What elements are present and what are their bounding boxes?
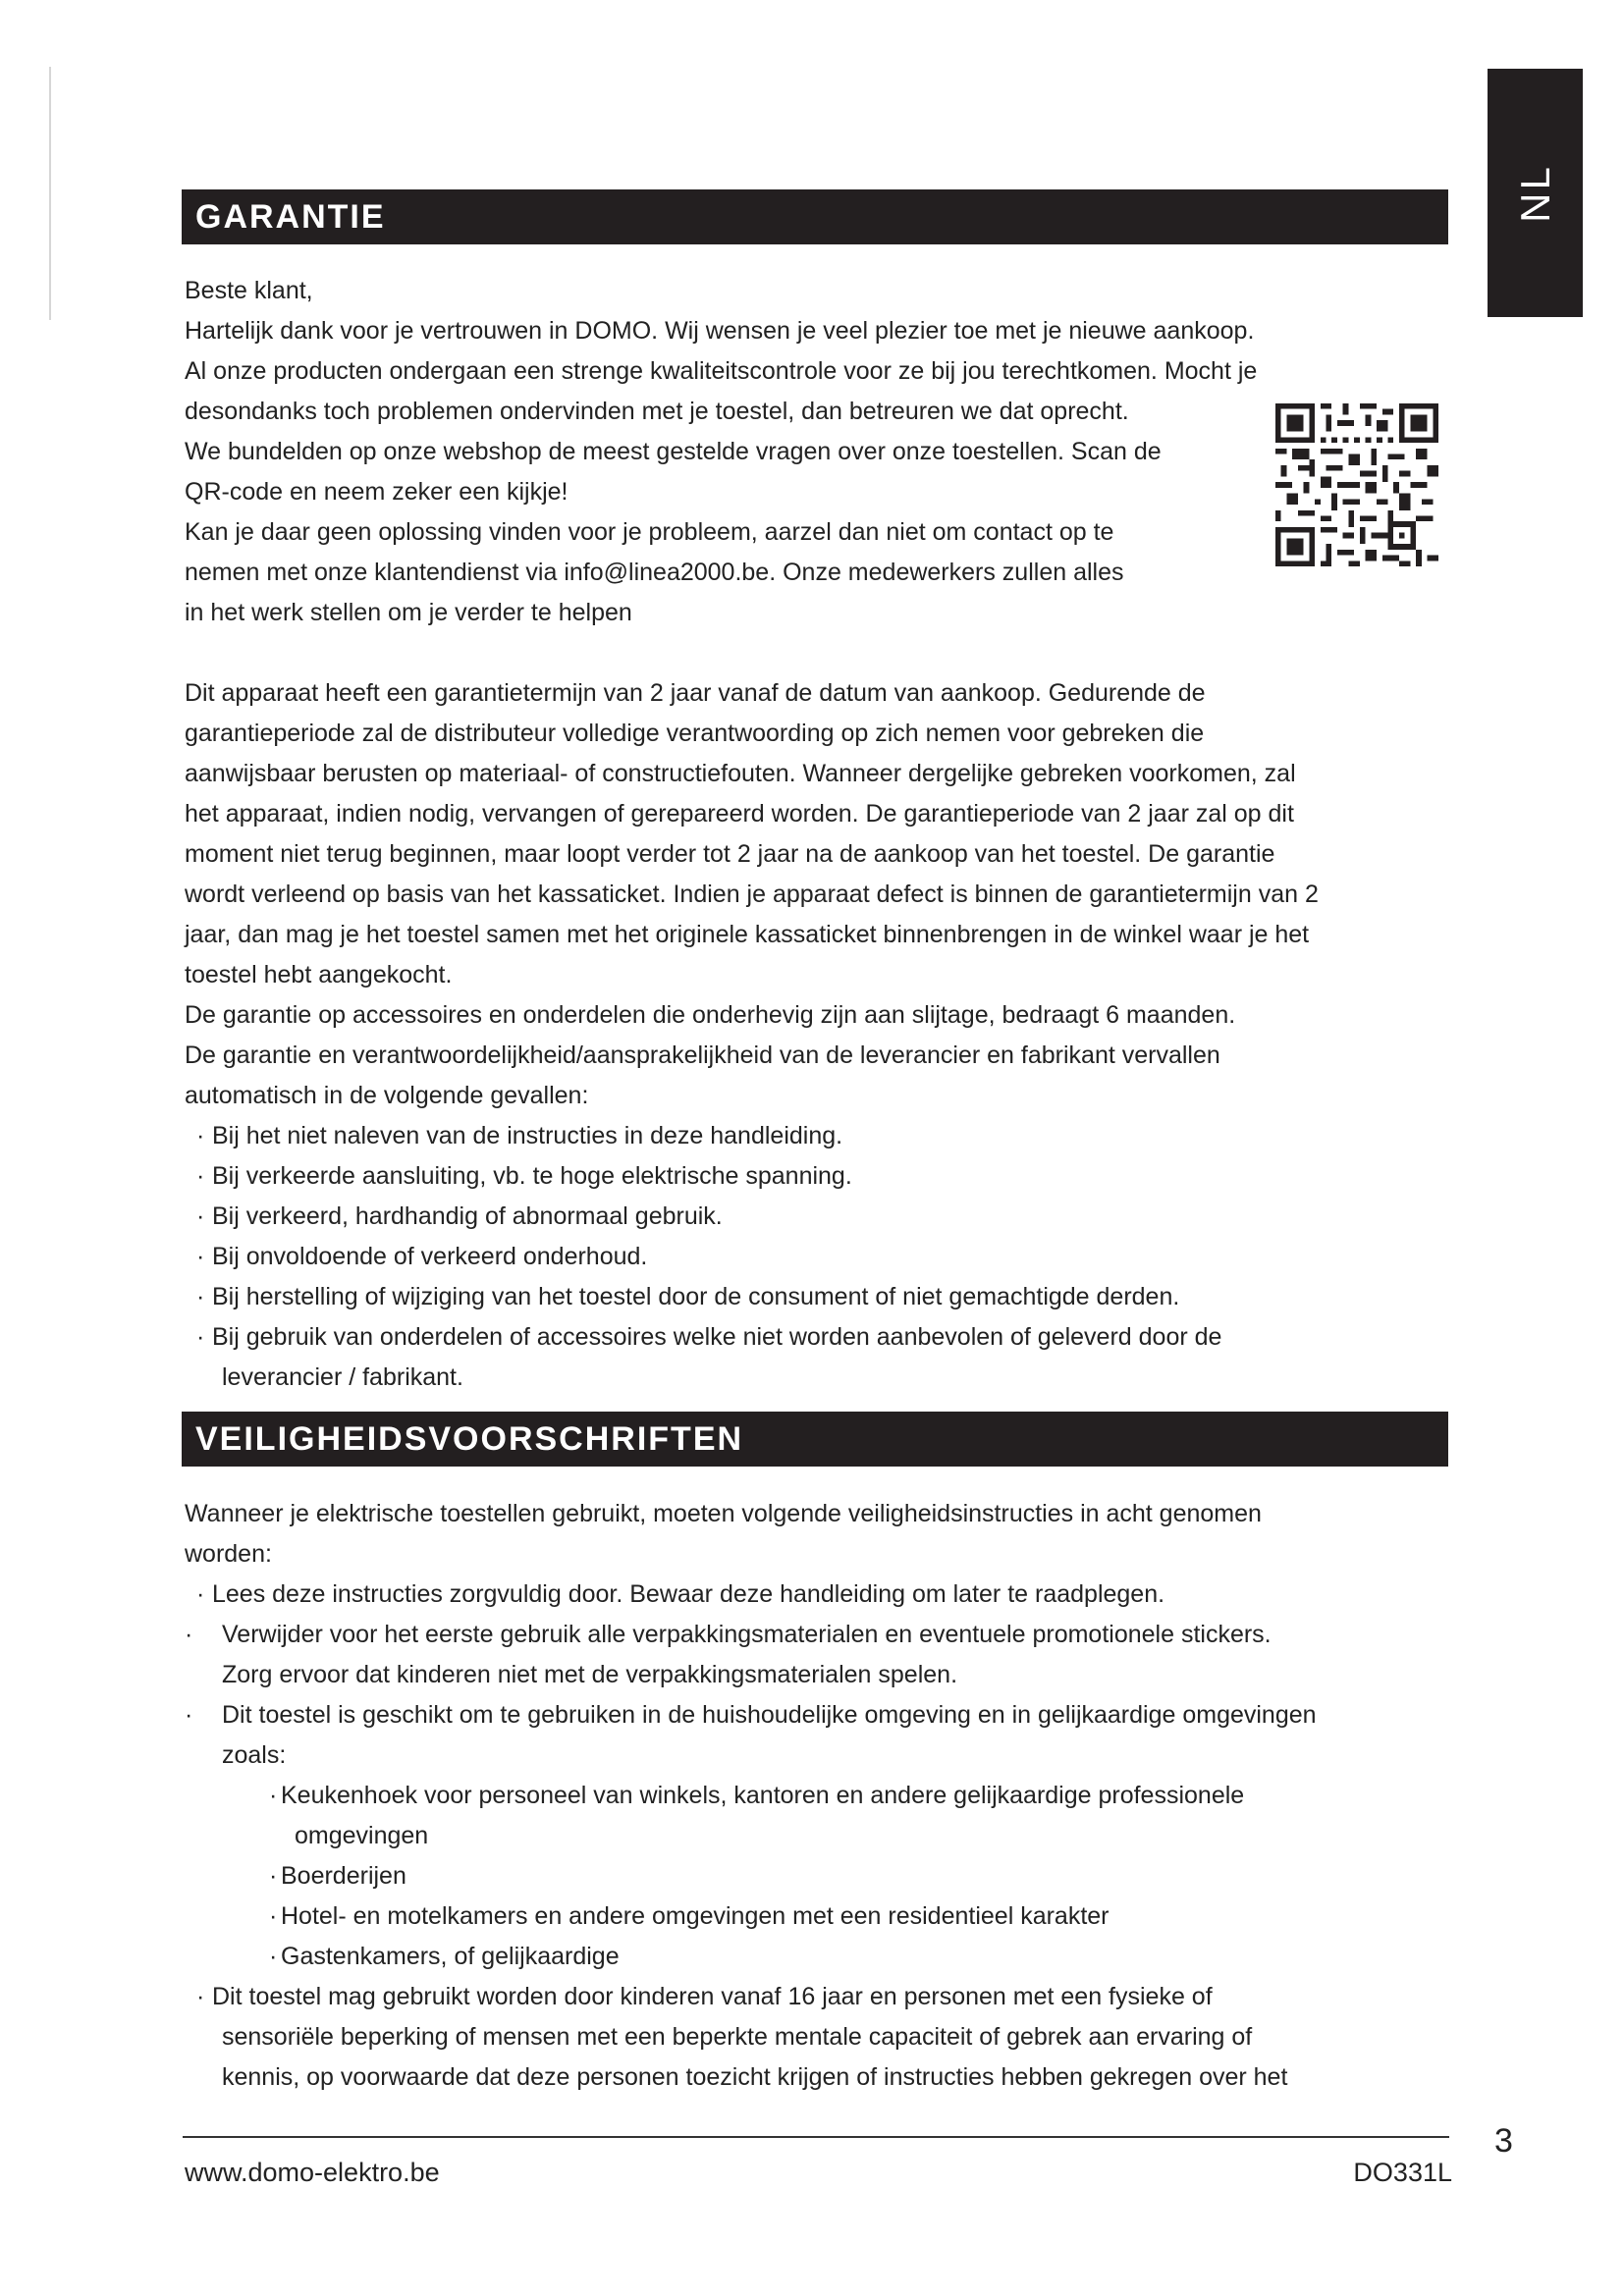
footer-model-number: DO331L [1353, 2158, 1452, 2187]
safety-subitem-continuation: omgevingen [295, 1822, 429, 1849]
safety-intro-line: Wanneer je elektrische toestellen gebruikt, moeten volgende veiligheidsinstructies in acht genomen [185, 1500, 1262, 1527]
language-tab-label: NL [1511, 163, 1558, 223]
safety-item-continuation: sensoriële beperking of mensen met een beperkte mentale capaciteit of gebrek aan ervaring of [222, 2023, 1253, 2051]
footer-website: www.domo-elektro.be [185, 2158, 440, 2187]
exclusion-item: · Bij herstelling of wijziging van het toestel door de consument of niet gemachtigde derden. [185, 1277, 1451, 1317]
safety-subitem: · Gastenkamers, of gelijkaardige [185, 1937, 1451, 1977]
safety-item: · Verwijder voor het eerste gebruik alle verpakkingsmaterialen en eventuele promotionele stickers. [185, 1615, 1451, 1655]
body-line: het apparaat, indien nodig, vervangen of gerepareerd worden. De garantieperiode van 2 jaar zal op dit [185, 800, 1294, 828]
safety-subitem: · Boerderijen [185, 1856, 1451, 1896]
intro-line: Beste klant, [185, 277, 313, 304]
garantie-intro [185, 271, 1451, 633]
body-line: garantieperiode zal de distributeur volledige verantwoording op zich nemen voor gebreken die [185, 720, 1205, 747]
exclusion-item: · Bij onvoldoende of verkeerd onderhoud. [185, 1237, 1451, 1277]
safety-item: · Dit toestel is geschikt om te gebruiken in de huishoudelijke omgeving en in gelijkaardige omgevingen [185, 1695, 1451, 1735]
intro-line: Hartelijk dank voor je vertrouwen in DOMO. Wij wensen je veel plezier toe met je nieuwe aankoop. [185, 317, 1255, 345]
veiligheid-body [185, 1494, 1451, 2098]
safety-intro-line: worden: [185, 1540, 272, 1568]
body-line: wordt verleend op basis van het kassaticket. Indien je apparaat defect is binnen de garantietermijn van 2 [185, 881, 1319, 908]
safety-item-continuation: kennis, op voorwaarde dat deze personen toezicht krijgen of instructies hebben gekregen over het [222, 2063, 1288, 2091]
page-number: 3 [1494, 2122, 1513, 2160]
garantie-title: GARANTIE [195, 198, 386, 236]
garantie-body [185, 673, 1451, 1398]
body-line: De garantie en verantwoordelijkheid/aansprakelijkheid van de leverancier en fabrikant vervallen [185, 1041, 1220, 1069]
body-line: toestel hebt aangekocht. [185, 961, 453, 988]
footer-divider [183, 2136, 1449, 2138]
exclusion-item-continuation: leverancier / fabrikant. [222, 1363, 463, 1391]
garantie-header [182, 189, 1448, 244]
language-tab [1488, 69, 1583, 317]
safety-item-continuation: zoals: [222, 1741, 287, 1769]
body-line: automatisch in de volgende gevallen: [185, 1082, 589, 1109]
intro-line: in het werk stellen om je verder te helpen [185, 599, 632, 626]
margin-rule [49, 67, 51, 320]
safety-subitem: · Hotel- en motelkamers en andere omgevingen met een residentieel karakter [185, 1896, 1451, 1937]
safety-subitem: · Keukenhoek voor personeel van winkels, kantoren en andere gelijkaardige professionele [185, 1776, 1451, 1816]
intro-line: nemen met onze klantendienst via info@linea2000.be. Onze medewerkers zullen alles [185, 559, 1124, 586]
exclusion-item: · Bij het niet naleven van de instructies in deze handleiding. [185, 1116, 1451, 1156]
safety-item-continuation: Zorg ervoor dat kinderen niet met de verpakkingsmaterialen spelen. [222, 1661, 958, 1688]
body-line: jaar, dan mag je het toestel samen met het originele kassaticket binnenbrengen in de winkel waar je het [185, 921, 1310, 948]
intro-line: desondanks toch problemen ondervinden met je toestel, dan betreuren we dat oprecht. [185, 398, 1129, 425]
safety-item: · Lees deze instructies zorgvuldig door. Bewaar deze handleiding om later te raadplegen. [185, 1575, 1451, 1615]
veiligheid-title: VEILIGHEIDSVOORSCHRIFTEN [195, 1420, 744, 1458]
safety-item: · Dit toestel mag gebruikt worden door kinderen vanaf 16 jaar en personen met een fysieke of [185, 1977, 1451, 2017]
exclusion-item: · Bij verkeerd, hardhandig of abnormaal gebruik. [185, 1197, 1451, 1237]
exclusion-item: · Bij gebruik van onderdelen of accessoires welke niet worden aanbevolen of geleverd door de [185, 1317, 1451, 1358]
exclusion-item: · Bij verkeerde aansluiting, vb. te hoge elektrische spanning. [185, 1156, 1451, 1197]
body-line: moment niet terug beginnen, maar loopt verder tot 2 jaar na de aankoop van het toestel. De garantie [185, 840, 1275, 868]
qr-code [1275, 403, 1438, 566]
intro-line: QR-code en neem zeker een kijkje! [185, 478, 568, 506]
body-line: De garantie op accessoires en onderdelen die onderhevig zijn aan slijtage, bedraagt 6 maanden. [185, 1001, 1236, 1029]
intro-line: Kan je daar geen oplossing vinden voor je probleem, aarzel dan niet om contact op te [185, 518, 1114, 546]
body-line: aanwijsbaar berusten op materiaal- of constructiefouten. Wanneer dergelijke gebreken voorkomen, zal [185, 760, 1296, 787]
intro-line: Al onze producten ondergaan een strenge kwaliteitscontrole voor ze bij jou terechtkomen. Mocht je [185, 357, 1258, 385]
intro-line: We bundelden op onze webshop de meest gestelde vragen over onze toestellen. Scan de [185, 438, 1162, 465]
body-line: Dit apparaat heeft een garantietermijn van 2 jaar vanaf de datum van aankoop. Gedurende de [185, 679, 1206, 707]
veiligheid-header [182, 1412, 1448, 1467]
